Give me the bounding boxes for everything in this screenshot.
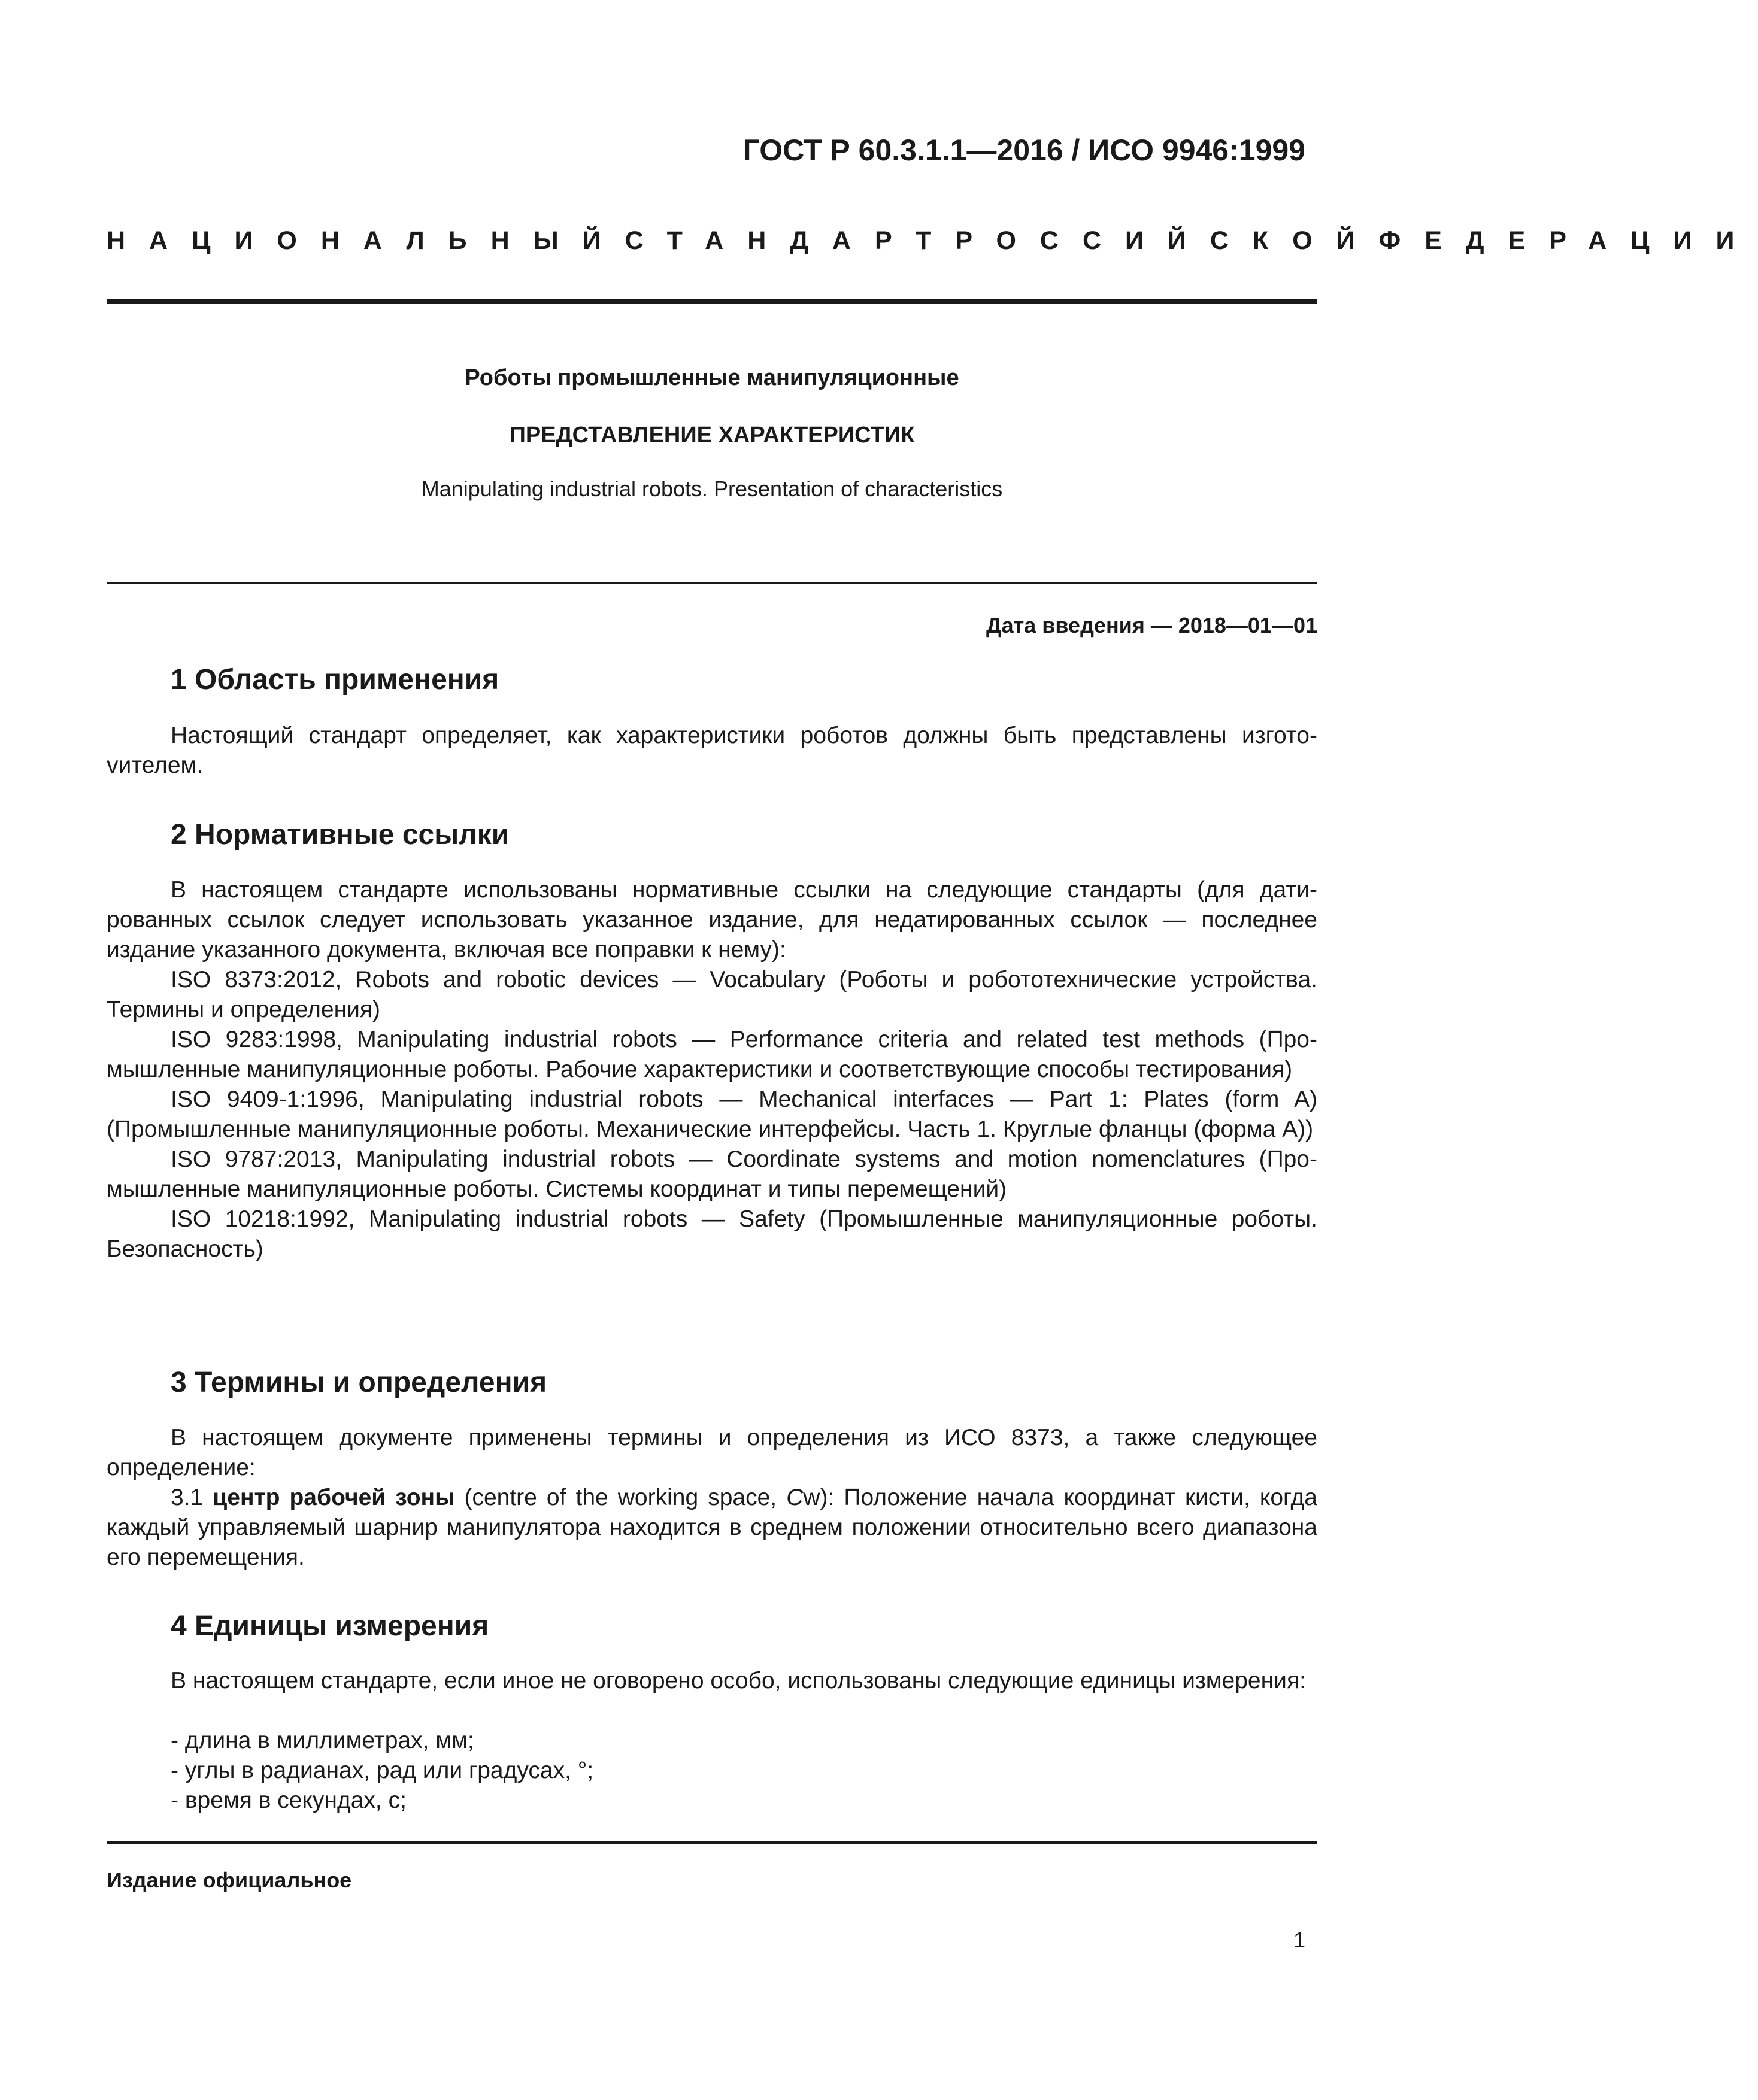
document-code: ГОСТ Р 60.3.1.1—2016 / ИСО 9946:1999 (742, 133, 1305, 167)
section-2-heading: 2 Нормативные ссылки (171, 819, 510, 851)
banner-word: СТАНДАРТ (625, 226, 956, 255)
list-item: - углы в радианах, рад или градусах, °; (171, 1758, 594, 1783)
units-list (107, 1726, 1317, 1816)
list-item: - время в секундах, с; (171, 1788, 407, 1813)
definition-symbol-subscript: w (803, 1485, 820, 1510)
banner-word: РОССИЙСКОЙ (955, 226, 1379, 255)
footer-divider (107, 1841, 1317, 1844)
section-2-body (107, 875, 1317, 1264)
section-2-intro-paragraph: В настоящем стандарте использованы нормативные ссылки на следующие стандарты (для датированных ссылок следует использовать указанное издание, для недатированных ссылок — последнее издание указанного документа, включая все поправки к нему): (107, 877, 1317, 963)
title-english: Manipulating industrial robots. Presentation of characteristics (421, 477, 1003, 501)
banner-word: НАЦИОНАЛЬНЫЙ (107, 226, 625, 255)
definition-text: ): Положение начала координат кисти, когда каждый управляемый шарнир манипулятора находится в среднем положении относительно всего диапазона его перемещения. (107, 1485, 1317, 1570)
section-1-body (107, 721, 1317, 781)
section-3-heading: 3 Термины и определения (171, 1367, 547, 1398)
section-4-body (107, 1666, 1317, 1696)
section-1-heading: 1 Область применения (171, 664, 499, 696)
top-divider (107, 299, 1317, 304)
page-number: 1 (1293, 1928, 1305, 1952)
definition-term: центр рабочей зоны (213, 1485, 455, 1510)
reference-iso-9787: ISO 9787:2013, Manipulating industrial robots — Coordinate systems and motion nomenclatures (Промышленные манипуляционные роботы. Системы координат и типы перемещений) (107, 1146, 1317, 1202)
definition-number: 3.1 (171, 1485, 213, 1510)
section-4-paragraph: В настоящем стандарте, если иное не оговорено особо, использованы следующие единицы измерения: (171, 1668, 1306, 1694)
reference-iso-8373: ISO 8373:2012, Robots and robotic devices — Vocabulary (Роботы и робототехнические устройства. Термины и определения) (107, 967, 1317, 1022)
official-edition-label: Издание официальное (107, 1868, 352, 1892)
banner-word: ФЕДЕРАЦИИ (1378, 226, 1758, 255)
national-standard-banner (107, 226, 1758, 256)
reference-iso-9283: ISO 9283:1998, Manipulating industrial robots — Performance criteria and related test methods (Промышленные манипуляционные роботы. Рабочие характеристики и соответствующие способы тестирования) (107, 1027, 1317, 1082)
definition-3-1 (107, 1483, 1317, 1573)
definition-symbol: C (786, 1485, 804, 1510)
title-russian: Роботы промышленные манипуляционные (465, 365, 959, 390)
definition-english: (centre of the working space, (454, 1485, 787, 1510)
list-item: - длина в миллиметрах, мм; (171, 1728, 474, 1753)
title-main: ПРЕДСТАВЛЕНИЕ ХАРАКТЕРИСТИК (509, 423, 915, 448)
title-divider (107, 582, 1317, 584)
reference-iso-9409-1: ISO 9409-1:1996, Manipulating industrial robots — Mechanical interfaces — Part 1: Plates (form A) (Промышленные манипуляционные роботы. Механические интерфейсы. Часть 1. Круглые фланцы (форма А)) (107, 1087, 1317, 1142)
section-1-paragraph: Настоящий стандарт определяет, как характеристики роботов должны быть представлены изготоvителем. (107, 723, 1317, 778)
section-3-body (107, 1423, 1317, 1573)
introduction-date: Дата введения — 2018—01—01 (986, 613, 1317, 638)
section-4-heading: 4 Единицы измерения (171, 1610, 489, 1642)
section-3-paragraph: В настоящем документе применены термины и определения из ИСО 8373, а также следующее определение: (107, 1425, 1317, 1480)
reference-iso-10218: ISO 10218:1992, Manipulating industrial robots — Safety (Промышленные манипуляционные роботы. Безопасность) (107, 1206, 1317, 1262)
